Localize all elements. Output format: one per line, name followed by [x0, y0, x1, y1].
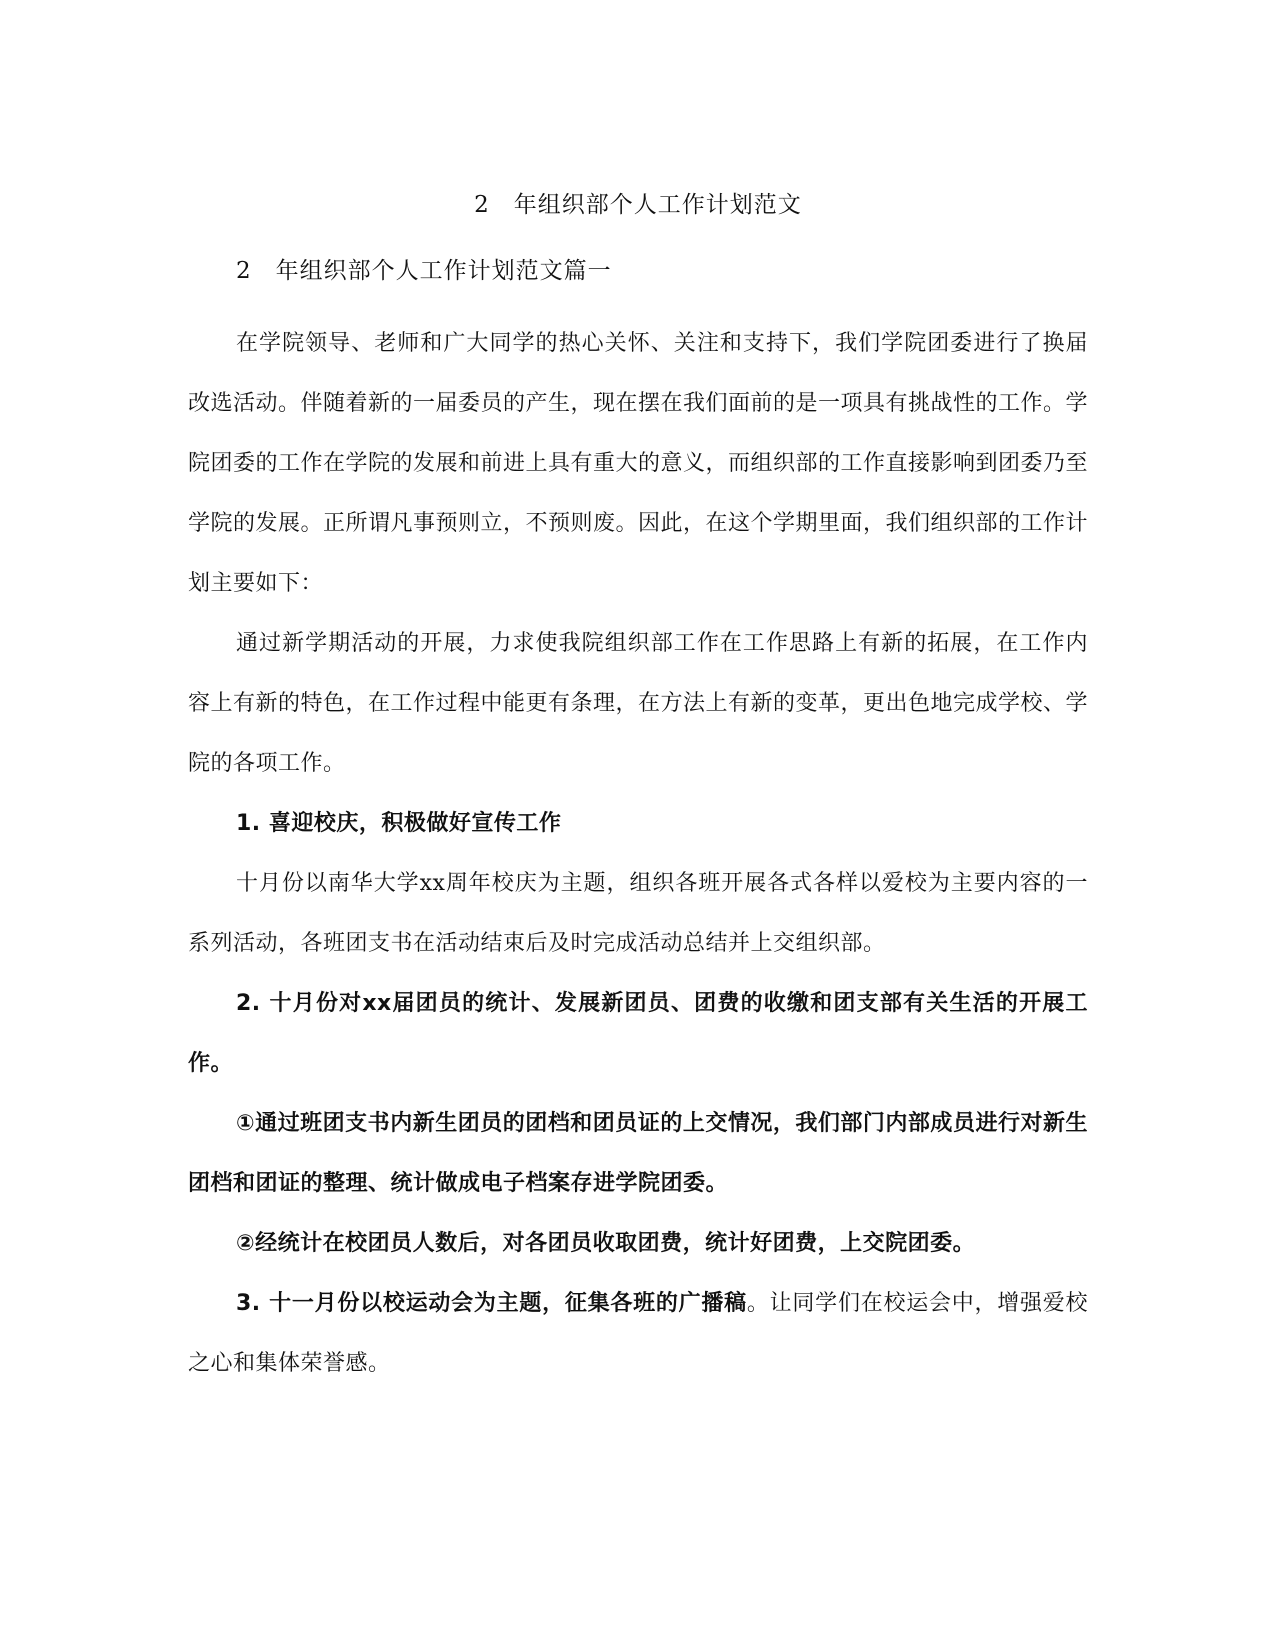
paragraph-item-1: 十月份以南华大学xx周年校庆为主题，组织各班开展各式各样以爱校为主要内容的一系列活动，各班团支书在活动结束后及时完成活动总结并上交组织部。: [188, 871, 1088, 956]
paragraph-goals: 通过新学期活动的开展，力求使我院组织部工作在工作思路上有新的拓展，在工作内容上有新的特色，在工作过程中能更有条理，在方法上有新的变革，更出色地完成学校、学院的各项工作。: [188, 631, 1089, 776]
item-heading-2: 2. 十月份对xx届团员的统计、发展新团员、团费的收缴和团支部有关生活的开展工作。: [188, 991, 1088, 1076]
item-heading-1: 1. 喜迎校庆，积极做好宣传工作: [236, 811, 562, 836]
paragraph-intro: 在学院领导、老师和广大同学的热心关怀、关注和支持下，我们学院团委进行了换届改选活动。伴随着新的一届委员的产生，现在摆在我们面前的是一项具有挑战性的工作。学院团委的工作在学院的发展和前进上具有重大的意义，而组织部的工作直接影响到团委乃至学院的发展。正所谓凡事预则立，不预则废。因此，在这个学期里面，我们组织部的工作计划主要如下：: [188, 331, 1089, 596]
item-paragraph-3: [188, 1274, 1088, 1394]
sub-item-2: ②经统计在校团员人数后，对各团员收取团费，统计好团费，上交院团委。: [236, 1231, 976, 1256]
document-body: [188, 190, 1088, 1394]
item-heading-3: 3. 十一月份以校运动会为主题，征集各班的广播稿: [236, 1291, 747, 1316]
item-3-text: 。让同学们在校运会中，增强爱校之心和集体荣誉感。: [188, 1291, 1088, 1376]
sub-item-1: ①通过班团支书内新生团员的团档和团员证的上交情况，我们部门内部成员进行对新生团档和团证的整理、统计做成电子档案存进学院团委。: [188, 1111, 1088, 1196]
section-heading: 2 年组织部个人工作计划范文篇一: [236, 258, 612, 284]
document-title: 2 年组织部个人工作计划范文: [474, 192, 802, 218]
